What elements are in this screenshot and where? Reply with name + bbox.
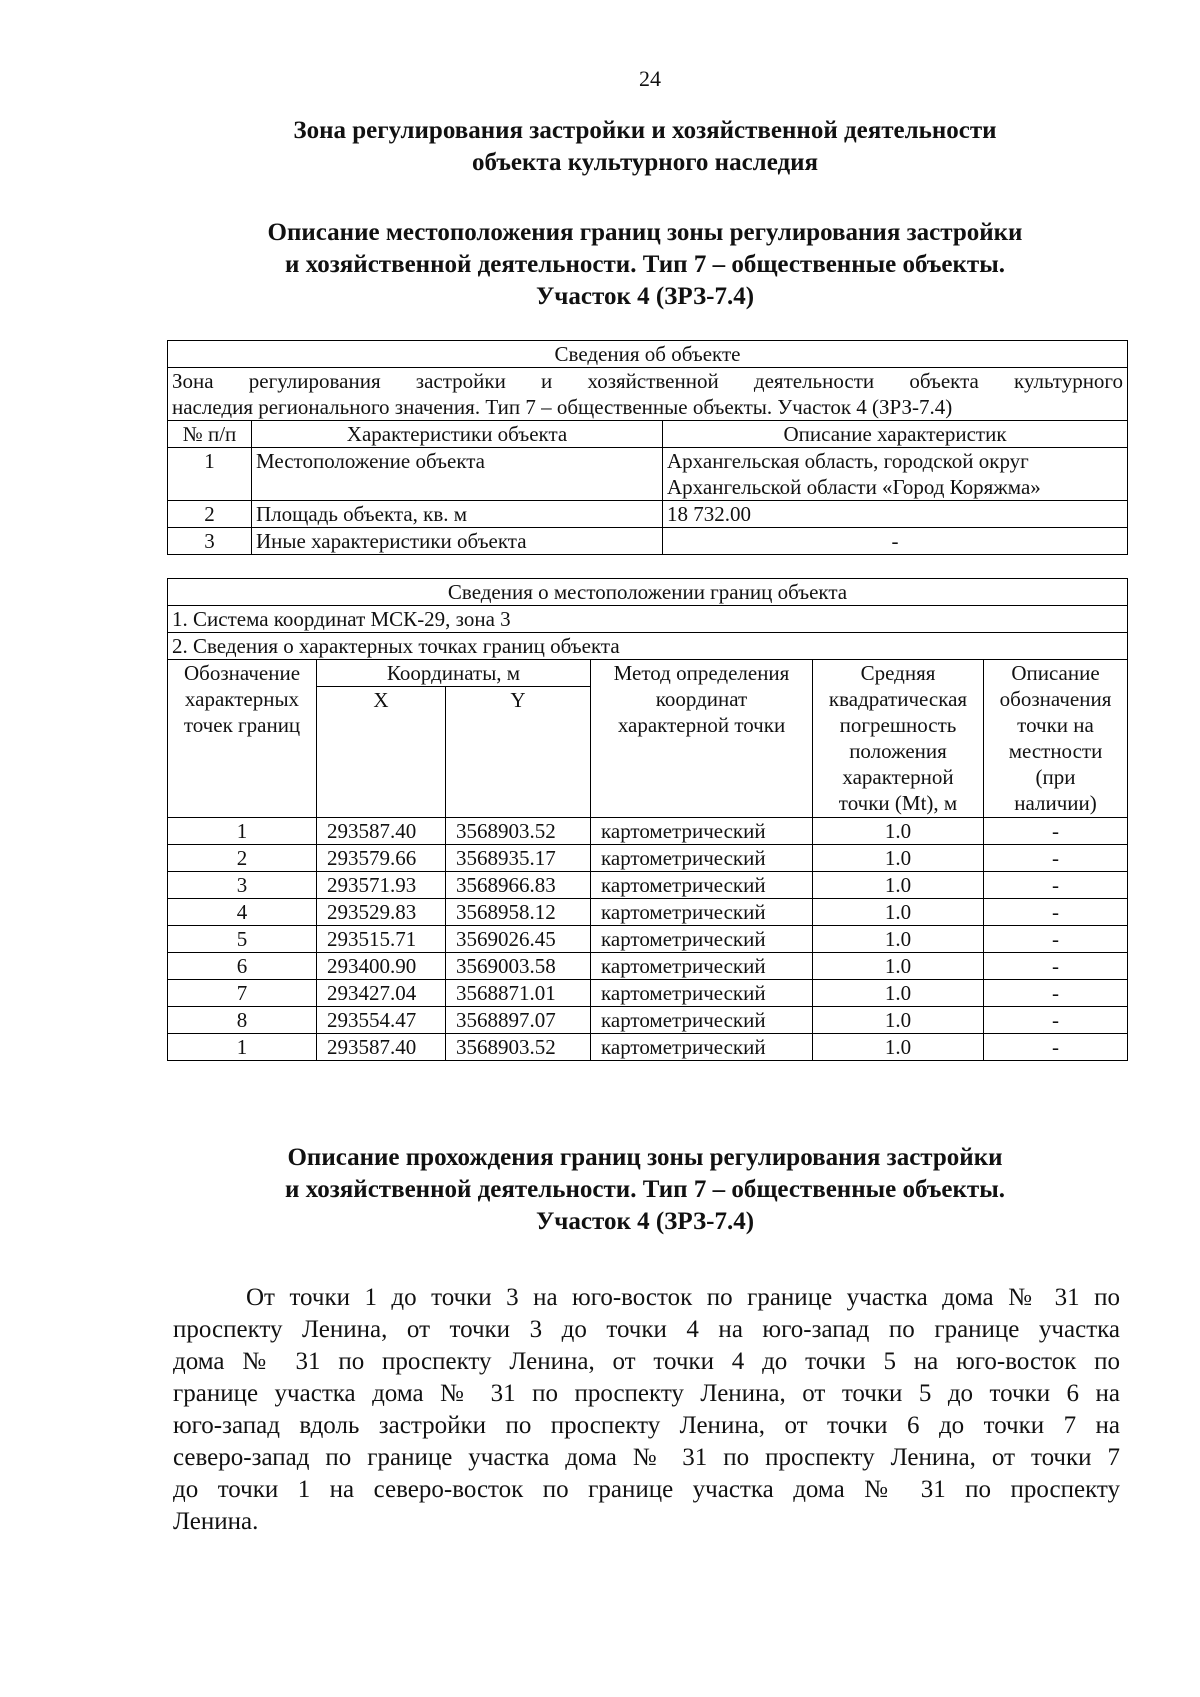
- header-line: Обозначение: [183, 661, 301, 685]
- coordinate-system: 1. Система координат МСК-29, зона 3: [168, 606, 1128, 633]
- x-cell: 293571.93: [317, 872, 446, 899]
- paragraph-line: границе участка дома № 31 по проспекту Ленина, от точки 5 до точки 6 на: [173, 1380, 1120, 1407]
- method-cell: картометрический: [591, 953, 813, 980]
- mt-cell: 1.0: [813, 845, 984, 872]
- desc-cell: -: [984, 980, 1128, 1007]
- y-cell: 3568935.17: [446, 845, 591, 872]
- header-y: Y: [446, 687, 591, 818]
- header-line: характерных: [184, 687, 300, 711]
- y-cell: 3568897.07: [446, 1007, 591, 1034]
- method-cell: картометрический: [591, 872, 813, 899]
- desc-cell: -: [984, 872, 1128, 899]
- point-cell: 1: [168, 1034, 317, 1061]
- object-description-line: Зона регулирования застройки и хозяйственной деятельности объекта культурного: [172, 369, 1124, 393]
- x-cell: 293529.83: [317, 899, 446, 926]
- table-row: [168, 1034, 1128, 1061]
- x-cell: 293515.71: [317, 926, 446, 953]
- table-row: [168, 606, 1128, 633]
- point-cell: 2: [168, 845, 317, 872]
- object-info-table: [167, 340, 1128, 555]
- location-description-title: [160, 217, 1130, 313]
- table-header-row: [168, 660, 1128, 687]
- zone-title-line: объекта культурного наследия: [471, 149, 819, 176]
- header-line: положения: [849, 739, 947, 763]
- header-method: [591, 660, 813, 818]
- row-value-line: Архангельской области «Город Коряжма»: [667, 475, 1041, 499]
- object-description-line: наследия регионального значения. Тип 7 – общественные объекты. Участок 4 (ЗРЗ-7.4): [172, 395, 953, 419]
- mt-cell: 1.0: [813, 926, 984, 953]
- paragraph-line: юго-запад вдоль застройки по проспекту Ленина, от точки 6 до точки 7 на: [173, 1412, 1120, 1439]
- table-row: [168, 899, 1128, 926]
- x-cell: 293579.66: [317, 845, 446, 872]
- header-designation: [168, 660, 317, 818]
- x-cell: 293554.47: [317, 1007, 446, 1034]
- table-row: [168, 528, 1128, 555]
- coordinates-table: [167, 578, 1128, 1061]
- mt-cell: 1.0: [813, 1007, 984, 1034]
- row-name: Местоположение объекта: [252, 448, 663, 501]
- row-num: 1: [168, 448, 252, 501]
- mt-cell: 1.0: [813, 818, 984, 845]
- table-row: [168, 579, 1128, 606]
- paragraph-line: северо-запад по границе участка дома № 31 по проспекту Ленина, от точки 7: [173, 1444, 1120, 1471]
- mt-cell: 1.0: [813, 980, 984, 1007]
- y-cell: 3569003.58: [446, 953, 591, 980]
- mt-cell: 1.0: [813, 899, 984, 926]
- y-cell: 3568966.83: [446, 872, 591, 899]
- row-name: Иные характеристики объекта: [252, 528, 663, 555]
- method-cell: картометрический: [591, 980, 813, 1007]
- method-cell: картометрический: [591, 845, 813, 872]
- point-cell: 8: [168, 1007, 317, 1034]
- point-cell: 6: [168, 953, 317, 980]
- table-row: [168, 953, 1128, 980]
- header-characteristics-description: Описание характеристик: [663, 421, 1128, 448]
- table-row: [168, 845, 1128, 872]
- header-line: обозначения: [999, 687, 1112, 711]
- boundary-title-line: Описание прохождения границ зоны регулирования застройки: [287, 1144, 1003, 1171]
- row-name: Площадь объекта, кв. м: [252, 501, 663, 528]
- table-row: [168, 818, 1128, 845]
- header-characteristics: Характеристики объекта: [252, 421, 663, 448]
- y-cell: 3568903.52: [446, 1034, 591, 1061]
- paragraph-line: до точки 1 на северо-восток по границе участка дома № 31 по проспекту: [173, 1476, 1120, 1503]
- row-num: 2: [168, 501, 252, 528]
- desc-cell: -: [984, 845, 1128, 872]
- x-cell: 293587.40: [317, 1034, 446, 1061]
- mt-cell: 1.0: [813, 872, 984, 899]
- header-line: местности: [1008, 739, 1103, 763]
- header-line: наличии): [1014, 791, 1097, 815]
- paragraph-line: От точки 1 до точки 3 на юго-восток по границе участка дома № 31 по: [246, 1284, 1120, 1311]
- header-line: точки на: [1017, 713, 1094, 737]
- header-line: точки (Mt), м: [838, 791, 958, 815]
- row-value: 18 732.00: [663, 501, 1128, 528]
- coords-table-caption: Сведения о местоположении границ объекта: [168, 579, 1128, 606]
- points-caption: 2. Сведения о характерных точках границ объекта: [168, 633, 1128, 660]
- row-value-line: Архангельская область, городской округ: [667, 449, 1029, 473]
- table-row: [168, 341, 1128, 368]
- header-point-description: [984, 660, 1128, 818]
- point-cell: 3: [168, 872, 317, 899]
- location-title-line: Описание местоположения границ зоны регулирования застройки: [267, 219, 1023, 246]
- desc-cell: -: [984, 953, 1128, 980]
- y-cell: 3568958.12: [446, 899, 591, 926]
- header-line: Описание: [1011, 661, 1100, 685]
- zone-title-line: Зона регулирования застройки и хозяйственной деятельности: [293, 117, 997, 144]
- table-header-row: [168, 421, 1128, 448]
- table-row: [168, 633, 1128, 660]
- y-cell: 3569026.45: [446, 926, 591, 953]
- method-cell: картометрический: [591, 899, 813, 926]
- desc-cell: -: [984, 1007, 1128, 1034]
- table-row: [168, 368, 1128, 421]
- header-line: характерной точки: [617, 713, 786, 737]
- boundary-title-line: и хозяйственной деятельности. Тип 7 – общественные объекты.: [285, 1176, 1005, 1203]
- desc-cell: -: [984, 926, 1128, 953]
- header-line: погрешность: [839, 713, 957, 737]
- object-table-caption: Сведения об объекте: [168, 341, 1128, 368]
- header-x: X: [317, 687, 446, 818]
- zone-title: [160, 115, 1130, 179]
- method-cell: картометрический: [591, 1007, 813, 1034]
- x-cell: 293400.90: [317, 953, 446, 980]
- header-line: Метод определения: [613, 661, 790, 685]
- point-cell: 1: [168, 818, 317, 845]
- location-title-line: и хозяйственной деятельности. Тип 7 – общественные объекты.: [285, 251, 1005, 278]
- method-cell: картометрический: [591, 926, 813, 953]
- table-row: [168, 501, 1128, 528]
- y-cell: 3568871.01: [446, 980, 591, 1007]
- header-line: квадратическая: [828, 687, 968, 711]
- table-row: [168, 1007, 1128, 1034]
- header-mean-error: [813, 660, 984, 818]
- table-row: [168, 872, 1128, 899]
- mt-cell: 1.0: [813, 953, 984, 980]
- desc-cell: -: [984, 899, 1128, 926]
- y-cell: 3568903.52: [446, 818, 591, 845]
- header-coordinates: Координаты, м: [317, 660, 591, 687]
- mt-cell: 1.0: [813, 1034, 984, 1061]
- paragraph-line: проспекту Ленина, от точки 3 до точки 4 на юго-запад по границе участка: [173, 1316, 1120, 1343]
- point-cell: 4: [168, 899, 317, 926]
- table-row: [168, 448, 1128, 501]
- header-line: точек границ: [183, 713, 301, 737]
- point-cell: 7: [168, 980, 317, 1007]
- method-cell: картометрический: [591, 818, 813, 845]
- object-description-cell: [168, 368, 1128, 421]
- paragraph-line: Ленина.: [173, 1508, 259, 1535]
- desc-cell: -: [984, 1034, 1128, 1061]
- table-row: [168, 926, 1128, 953]
- row-value: -: [663, 528, 1128, 555]
- desc-cell: -: [984, 818, 1128, 845]
- paragraph-line: дома № 31 по проспекту Ленина, от точки 4 до точки 5 на юго-восток по: [173, 1348, 1120, 1375]
- x-cell: 293587.40: [317, 818, 446, 845]
- row-value: [663, 448, 1128, 501]
- header-line: (при: [1035, 765, 1076, 789]
- header-line: Средняя: [860, 661, 936, 685]
- boundary-title-line: Участок 4 (ЗРЗ-7.4): [535, 1208, 755, 1235]
- location-title-line: Участок 4 (ЗРЗ-7.4): [535, 283, 755, 310]
- header-line: характерной: [842, 765, 954, 789]
- table-row: [168, 980, 1128, 1007]
- header-num: № п/п: [168, 421, 252, 448]
- page-number: 24: [639, 66, 661, 91]
- boundary-description-paragraph: [173, 1282, 1120, 1538]
- header-line: координат: [655, 687, 748, 711]
- point-cell: 5: [168, 926, 317, 953]
- row-num: 3: [168, 528, 252, 555]
- x-cell: 293427.04: [317, 980, 446, 1007]
- method-cell: картометрический: [591, 1034, 813, 1061]
- boundary-description-title: [160, 1142, 1130, 1238]
